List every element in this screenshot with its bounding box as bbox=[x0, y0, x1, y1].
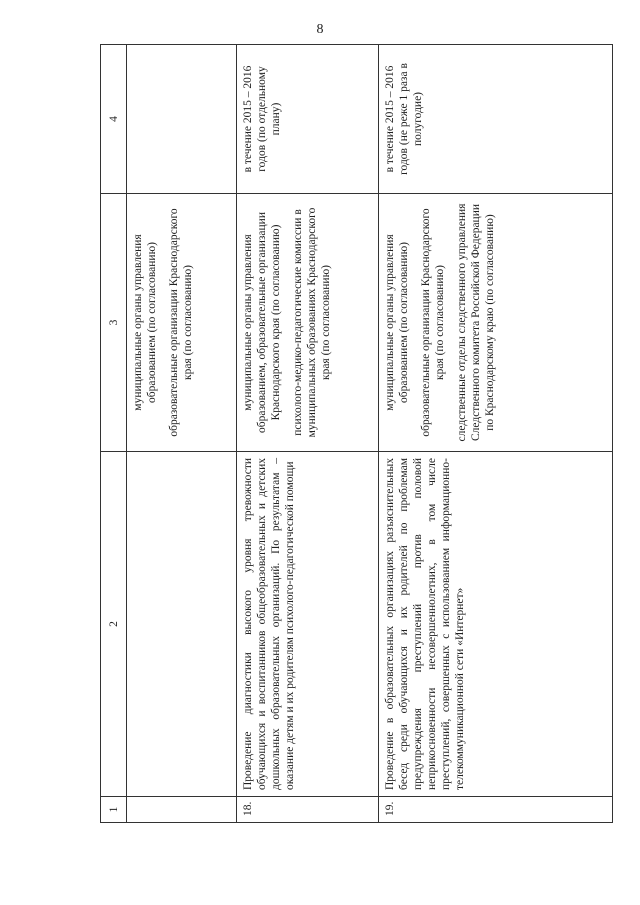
table-header-row bbox=[101, 45, 127, 823]
executor-entry: образовательные организации Краснодарского края (по согласованию) bbox=[168, 208, 194, 437]
executor-entry: муниципальные органы управления образованием (по согласованию) bbox=[132, 234, 158, 411]
executor-entry: муниципальные органы управления образованием, образовательные организации Краснодарского края (по согласованию) bbox=[242, 212, 282, 433]
table-row-19 bbox=[379, 45, 613, 823]
deadline-cell: в течение 2015 – 2016 годов (не реже 1 раза в полугодие) bbox=[379, 45, 613, 194]
row-number-cell: 18. bbox=[237, 797, 379, 823]
page-number: 8 bbox=[316, 22, 324, 37]
event-cell: Проведение в образовательных организациях разъяснительных бесед среди обучающихся и их родителей по проблемам предупреждения преступлений против половой неприкосновенности несовершеннолетних, в том числе преступлений, совершенных с использованием информационно-телекоммуникационной сети «Интернет» bbox=[379, 452, 613, 797]
executors-cell bbox=[379, 194, 613, 452]
deadline-cell bbox=[127, 45, 237, 194]
executor-entry: образовательные организации Краснодарского края (по согласованию) bbox=[420, 208, 446, 437]
table-row-continued bbox=[127, 45, 237, 823]
row-number-cell bbox=[127, 797, 237, 823]
column-header-3: 3 bbox=[101, 194, 127, 452]
table-row-18 bbox=[237, 45, 379, 823]
event-cell bbox=[127, 452, 237, 797]
deadline-cell: в течение 2015 – 2016 годов (по отдельному плану) bbox=[237, 45, 379, 194]
row-number-cell: 19. bbox=[379, 797, 613, 823]
rotated-table-frame bbox=[100, 45, 612, 823]
column-header-4: 4 bbox=[101, 45, 127, 194]
activity-plan-table bbox=[100, 44, 613, 823]
column-header-1: 1 bbox=[101, 797, 127, 823]
executors-cell bbox=[237, 194, 379, 452]
executor-entry: муниципальные органы управления образованием (по согласованию) bbox=[384, 234, 410, 411]
column-header-2: 2 bbox=[101, 452, 127, 797]
executor-entry: следственные отделы следственного управления Следственного комитета Российской Федерации по Краснодарскому краю (по согласованию) bbox=[456, 203, 496, 442]
executor-entry: психолого-медико-педагогические комиссии в муниципальных образованиях Краснодарского края (по согласованию) bbox=[292, 207, 332, 438]
executors-cell bbox=[127, 194, 237, 452]
event-cell: Проведение диагностики высокого уровня тревожности обучающихся и воспитанников общеобразовательных и детских дошкольных образовательных организаций. По результатам – оказание детям и их родителям психолого-педагогической помощи bbox=[237, 452, 379, 797]
